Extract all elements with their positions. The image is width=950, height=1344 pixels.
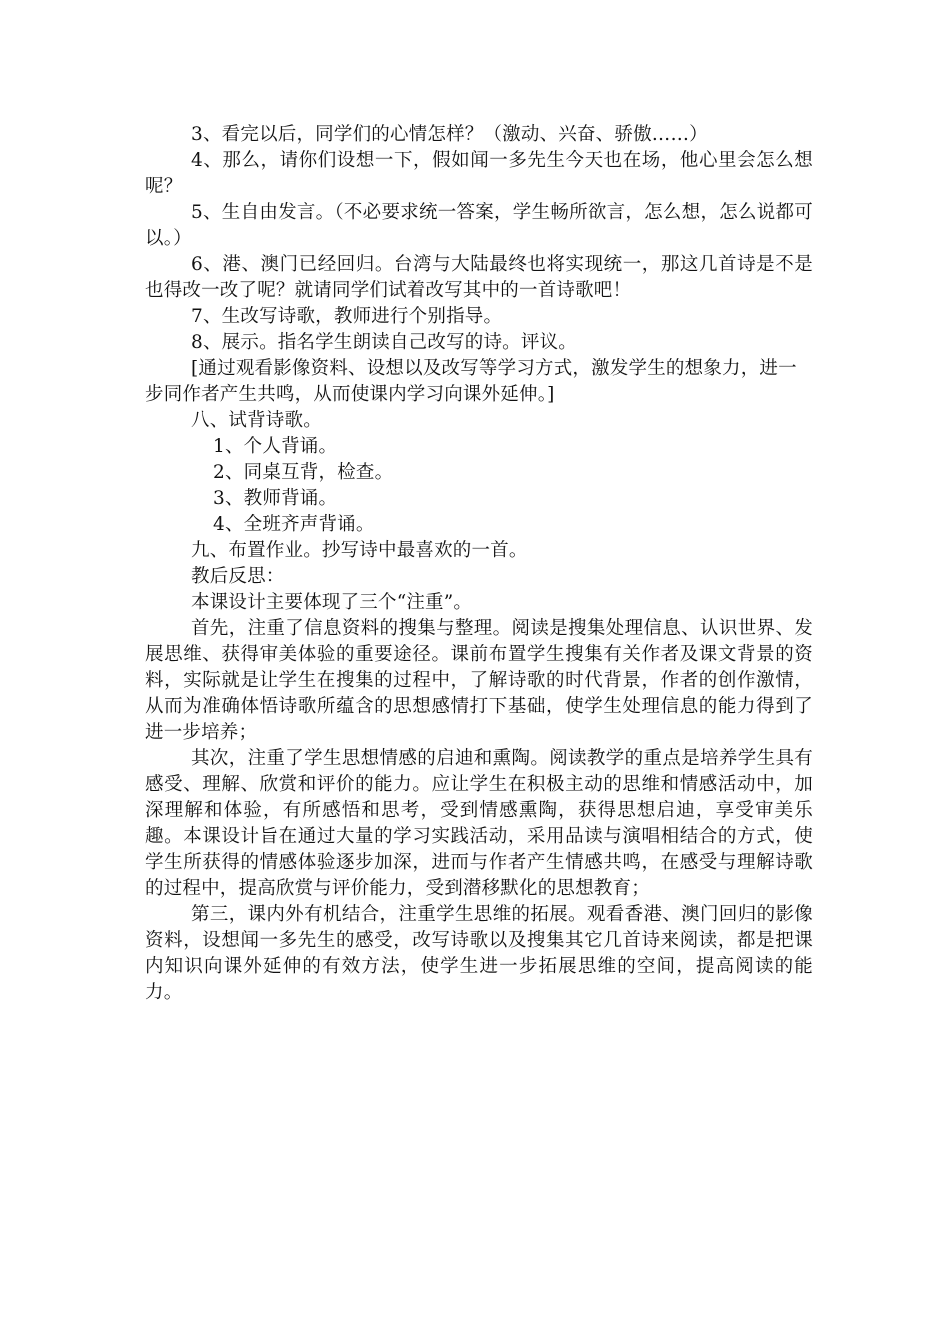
section-heading-recite: 八、试背诗歌。	[191, 410, 322, 431]
paragraph-reflection-third: 第三，课内外有机结合，注重学生思维的拓展。观看香港、澳门回归的影像资料，设想闻一多先生的感受，改写诗歌以及搜集其它几首诗来阅读，都是把课内知识向课外延伸的有效方法，使学生进一步拓展思维的空间，提高阅读的能力。	[145, 904, 813, 1003]
paragraph-step-3: 3、看完以后，同学们的心情怎样？（激动、兴奋、骄傲……）	[191, 124, 708, 145]
paragraph-step-7: 7、生改写诗歌，教师进行个别指导。	[191, 306, 503, 327]
recite-item-4: 4、全班齐声背诵。	[213, 514, 375, 535]
section-heading-reflection: 教后反思：	[191, 566, 285, 587]
paragraph-step-6: 6、港、澳门已经回归。台湾与大陆最终也将实现统一，那这几首诗是不是也得改一改了呢？就请同学们试着改写其中的一首诗歌吧！	[145, 254, 813, 301]
paragraph-bracket-note: [通过观看影像资料、设想以及改写等学习方式，激发学生的想象力，进一步同作者产生共鸣，从而使课内学习向课外延伸。]	[145, 358, 797, 405]
paragraph-step-5: 5、生自由发言。（不必要求统一答案，学生畅所欲言，怎么想，怎么说都可以。）	[145, 202, 813, 249]
paragraph-reflection-first: 首先，注重了信息资料的搜集与整理。阅读是搜集处理信息、认识世界、发展思维、获得审美体验的重要途径。课前布置学生搜集有关作者及课文背景的资料，实际就是让学生在搜集的过程中，了解诗歌的时代背景，作者的创作激情，从而为准确体悟诗歌所蕴含的思想感情打下基础，使学生处理信息的能力得到了进一步培养；	[145, 618, 813, 743]
recite-item-3: 3、教师背诵。	[213, 488, 338, 509]
paragraph-step-4: 4、那么，请你们设想一下，假如闻一多先生今天也在场，他心里会怎么想呢？	[145, 150, 813, 197]
section-heading-homework: 九、布置作业。抄写诗中最喜欢的一首。	[191, 540, 528, 561]
paragraph-reflection-intro: 本课设计主要体现了三个“注重”。	[191, 592, 473, 613]
document-body	[145, 122, 813, 1006]
paragraph-step-8: 8、展示。指名学生朗读自己改写的诗。评议。	[191, 332, 577, 353]
paragraph-reflection-second: 其次，注重了学生思想情感的启迪和熏陶。阅读教学的重点是培养学生具有感受、理解、欣赏和评价的能力。应让学生在积极主动的思维和情感活动中，加深理解和体验，有所感悟和思考，受到情感熏陶，获得思想启迪，享受审美乐趣。本课设计旨在通过大量的学习实践活动，采用品读与演唱相结合的方式，使学生所获得的情感体验逐步加深，进而与作者产生情感共鸣，在感受与理解诗歌的过程中，提高欣赏与评价能力，受到潜移默化的思想教育；	[145, 748, 813, 899]
recite-item-1: 1、个人背诵。	[213, 436, 338, 457]
recite-item-2: 2、同桌互背，检查。	[213, 462, 394, 483]
